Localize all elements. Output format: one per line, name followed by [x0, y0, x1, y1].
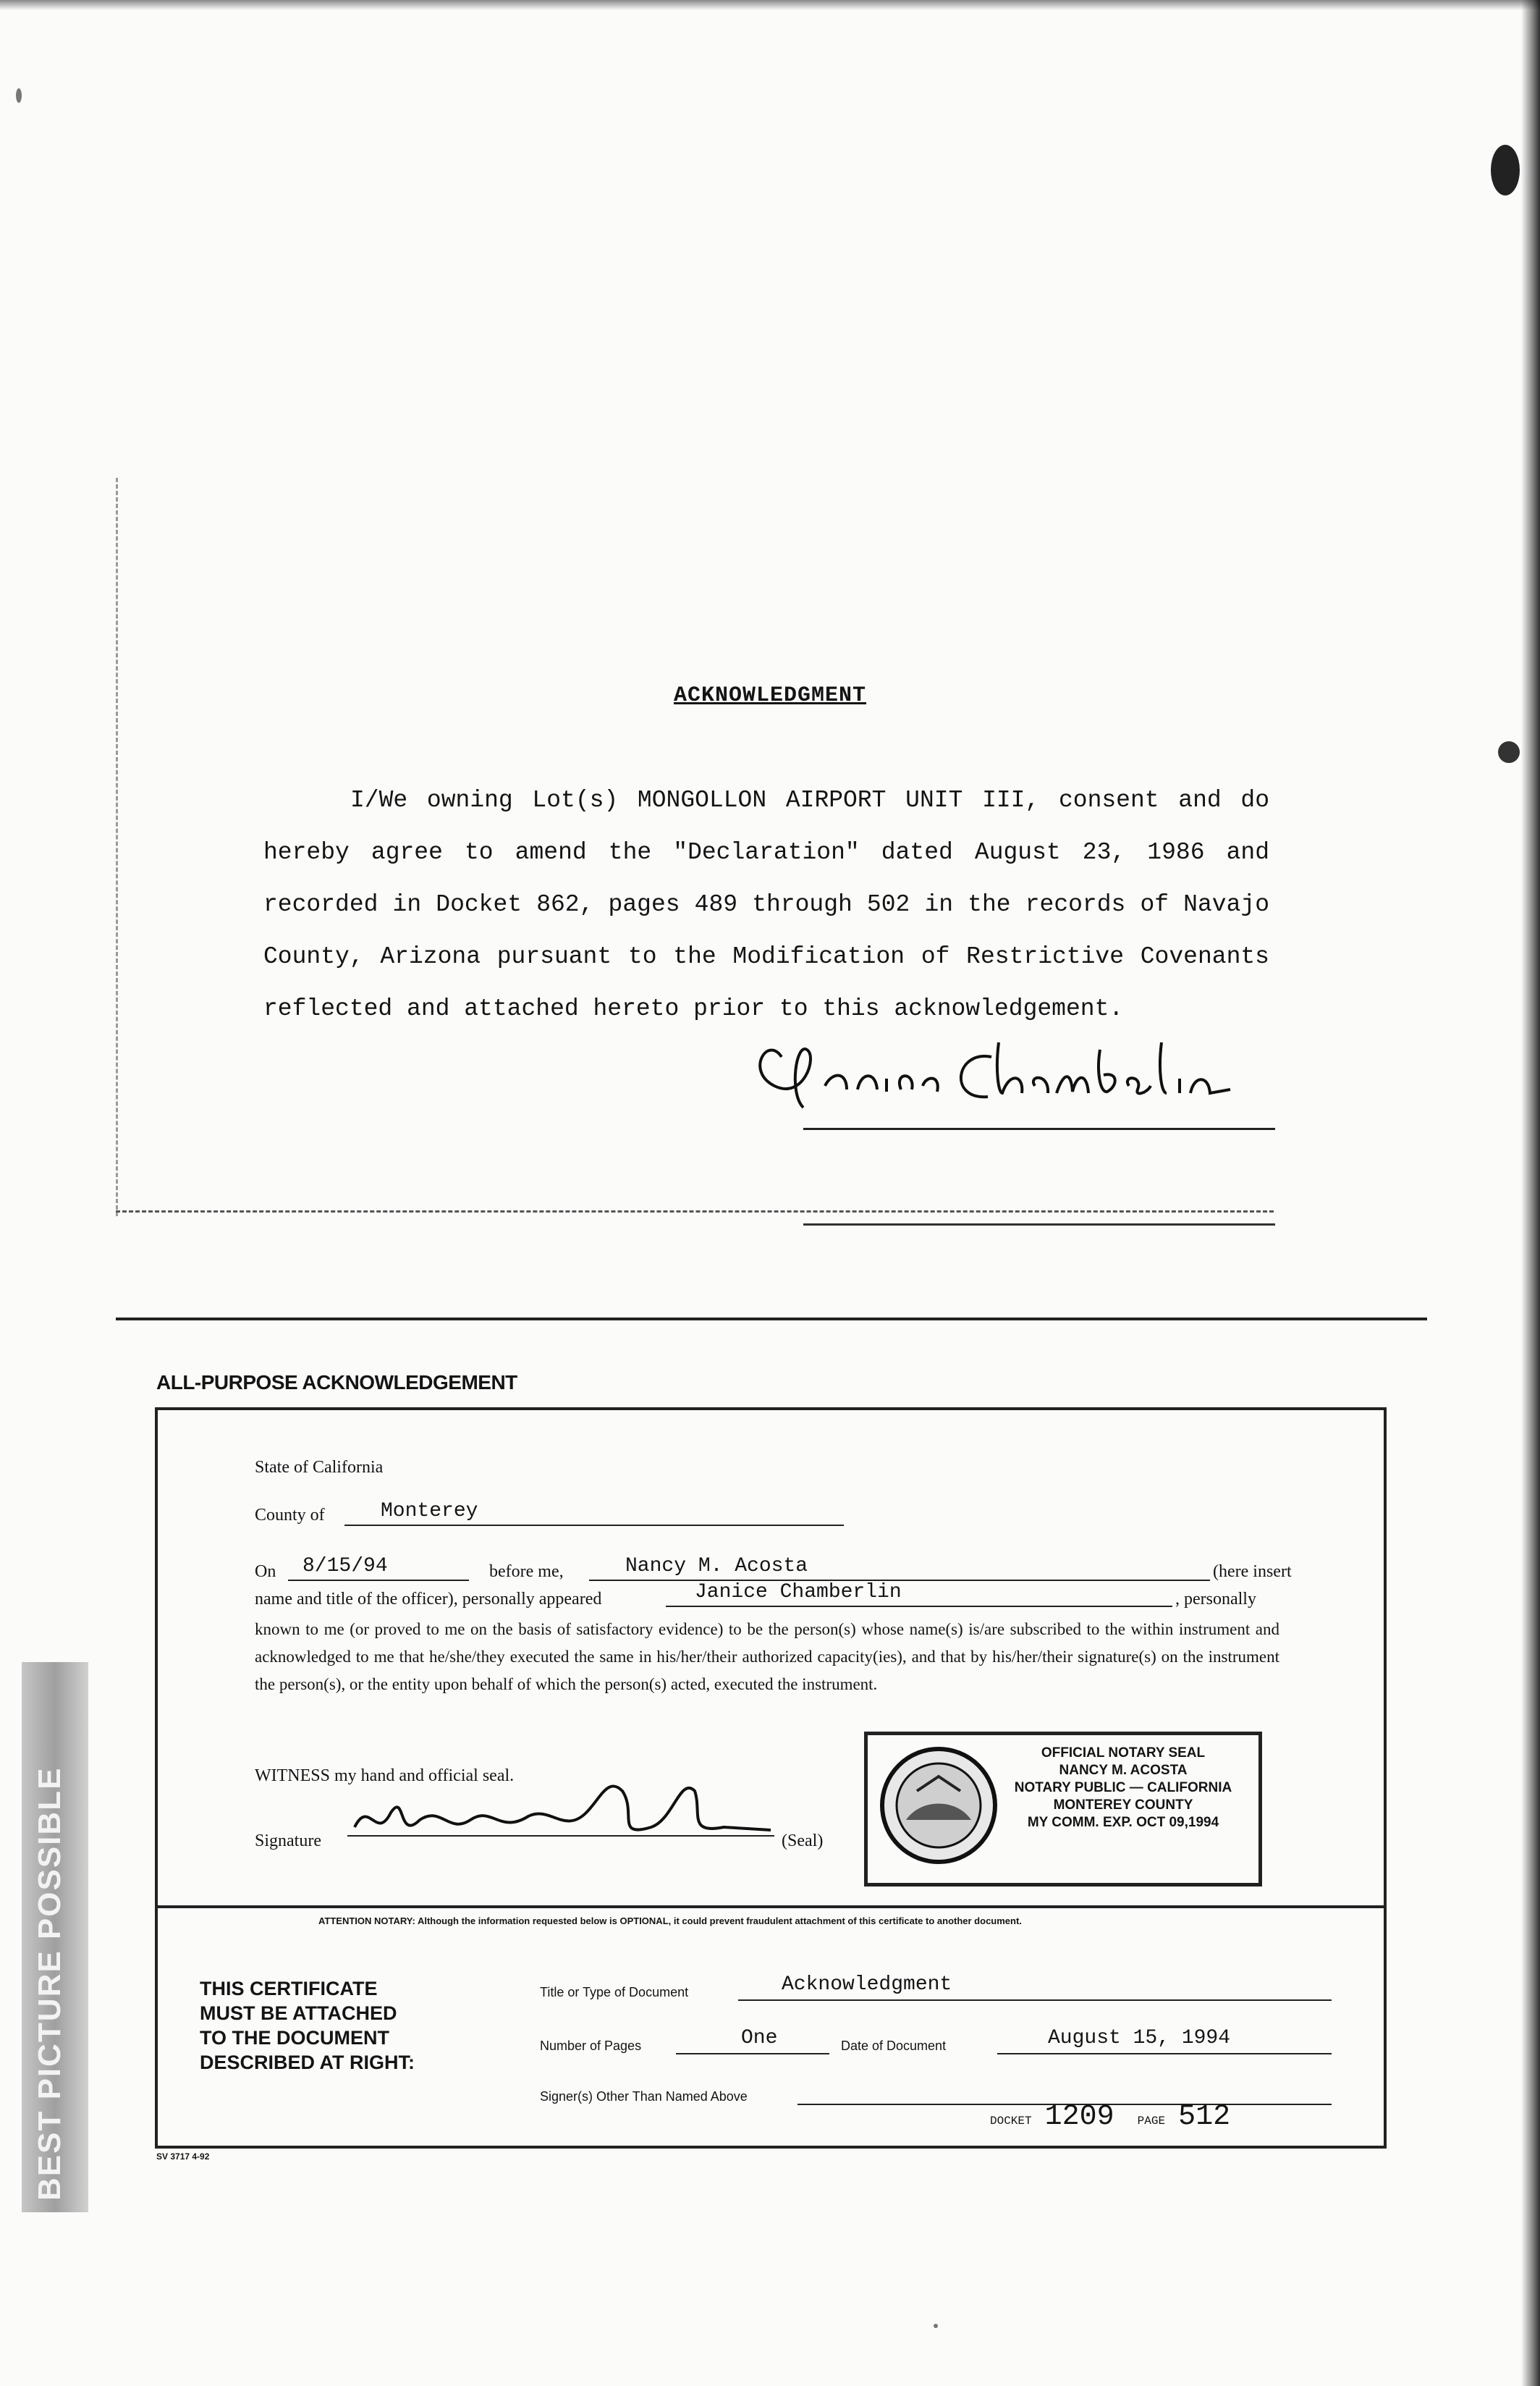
personally-label: , personally	[1175, 1590, 1256, 1609]
certificate-instruction	[200, 1976, 415, 2075]
county-value: Monterey	[381, 1500, 478, 1522]
doc-date-field	[997, 2027, 1332, 2054]
before-me-label: before me,	[489, 1562, 564, 1581]
seal-line: NANCY M. ACOSTA	[1059, 1763, 1188, 1778]
date-field	[288, 1556, 469, 1581]
name-title-label: name and title of the officer), personally appeared	[255, 1590, 602, 1609]
state-seal-icon	[877, 1740, 1000, 1871]
seal-line: NOTARY PUBLIC — CALIFORNIA	[1014, 1780, 1232, 1795]
attention-notary: ATTENTION NOTARY: Although the information requested below is OPTIONAL, it could prevent fraudulent attachment of this certificate to another document.	[318, 1915, 1022, 1926]
doc-date-value: August 15, 1994	[1048, 2027, 1231, 2049]
page-number: 512	[1178, 2101, 1231, 2133]
on-label: On	[255, 1562, 276, 1581]
cert-line: THIS CERTIFICATE	[200, 1978, 378, 1999]
docket-label: DOCKET	[990, 2115, 1032, 2128]
best-picture-text: BEST PICTURE POSSIBLE	[32, 1766, 67, 2201]
signature-line-lower	[803, 1223, 1275, 1226]
officer-value: Nancy M. Acosta	[625, 1555, 808, 1577]
county-field	[344, 1501, 844, 1526]
appeared-field	[666, 1582, 1172, 1607]
scan-speck	[934, 2324, 938, 2328]
scan-speck	[16, 88, 22, 103]
cert-line: DESCRIBED AT RIGHT:	[200, 2052, 415, 2073]
form-divider	[155, 1905, 1387, 1908]
state-label: State of California	[255, 1458, 384, 1477]
docket-number: 1209	[1044, 2101, 1114, 2133]
officer-field	[589, 1556, 1210, 1581]
cert-line: MUST BE ATTACHED	[200, 2002, 397, 2024]
scan-speck	[1498, 741, 1520, 763]
acknowledgment-body	[263, 775, 1269, 1035]
appeared-value: Janice Chamberlin	[695, 1581, 902, 1603]
notary-signature	[347, 1769, 774, 1849]
janice-chamberlin-signature	[738, 1028, 1275, 1115]
fold-line	[116, 1210, 1274, 1215]
seal-text	[1000, 1745, 1246, 1831]
seal-line: MY COMM. EXP. OCT 09,1994	[1027, 1815, 1219, 1830]
date-value: 8/15/94	[302, 1555, 388, 1577]
seal-line: MONTEREY COUNTY	[1053, 1797, 1193, 1813]
form-title: ALL-PURPOSE ACKNOWLEDGEMENT	[156, 1371, 517, 1394]
doc-type-value: Acknowledgment	[782, 1973, 952, 1996]
scan-top-edge	[0, 0, 1540, 10]
county-label: County of	[255, 1506, 325, 1525]
seal-line: OFFICIAL NOTARY SEAL	[1041, 1745, 1206, 1761]
acknowledgment-title: ACKNOWLEDGMENT	[673, 683, 867, 708]
pages-label: Number of Pages	[540, 2039, 642, 2053]
signature-label: Signature	[255, 1831, 321, 1850]
scan-right-edge	[1521, 0, 1540, 2386]
doc-date-label: Date of Document	[841, 2039, 947, 2053]
seal-label: (Seal)	[782, 1831, 824, 1850]
scan-speck	[1491, 145, 1520, 195]
doc-type-label: Title or Type of Document	[540, 1985, 689, 1999]
page-label: PAGE	[1137, 2115, 1166, 2128]
acknowledgment-text: I/We owning Lot(s) MONGOLLON AIRPORT UNIT III, consent and do hereby agree to amend the "Declaration" dated August 23, 1986 and recorded in Docket 862, pages 489 through 502 in the records of Navajo County, Arizona pursuant to the Modification of Restrictive Covenants reflected and attached hereto prior to this acknowledgement.	[263, 787, 1269, 1022]
notary-paragraph: known to me (or proved to me on the basis of satisfactory evidence) to be the person(s) whose name(s) is/are subscribed to the within instrument and acknowledged to me that he/she/they executed the same in his/her/their authorized capacity(ies), and that by his/her/their signature(s) on the instrument the person(s), or the entity upon behalf of which the person(s) acted, executed the instrument.	[255, 1620, 1279, 1693]
form-code: SV 3717 4-92	[156, 2151, 210, 2162]
signature-line	[803, 1128, 1275, 1130]
cert-line: TO THE DOCUMENT	[200, 2027, 389, 2049]
docket-stamp	[990, 2101, 1230, 2133]
pages-field	[676, 2027, 829, 2054]
witness-text: WITNESS my hand and official seal.	[255, 1766, 515, 1785]
here-insert-label: (here insert	[1213, 1562, 1292, 1581]
doc-type-field	[738, 1973, 1332, 2001]
pages-value: One	[741, 2027, 778, 2049]
signers-label: Signer(s) Other Than Named Above	[540, 2089, 748, 2104]
